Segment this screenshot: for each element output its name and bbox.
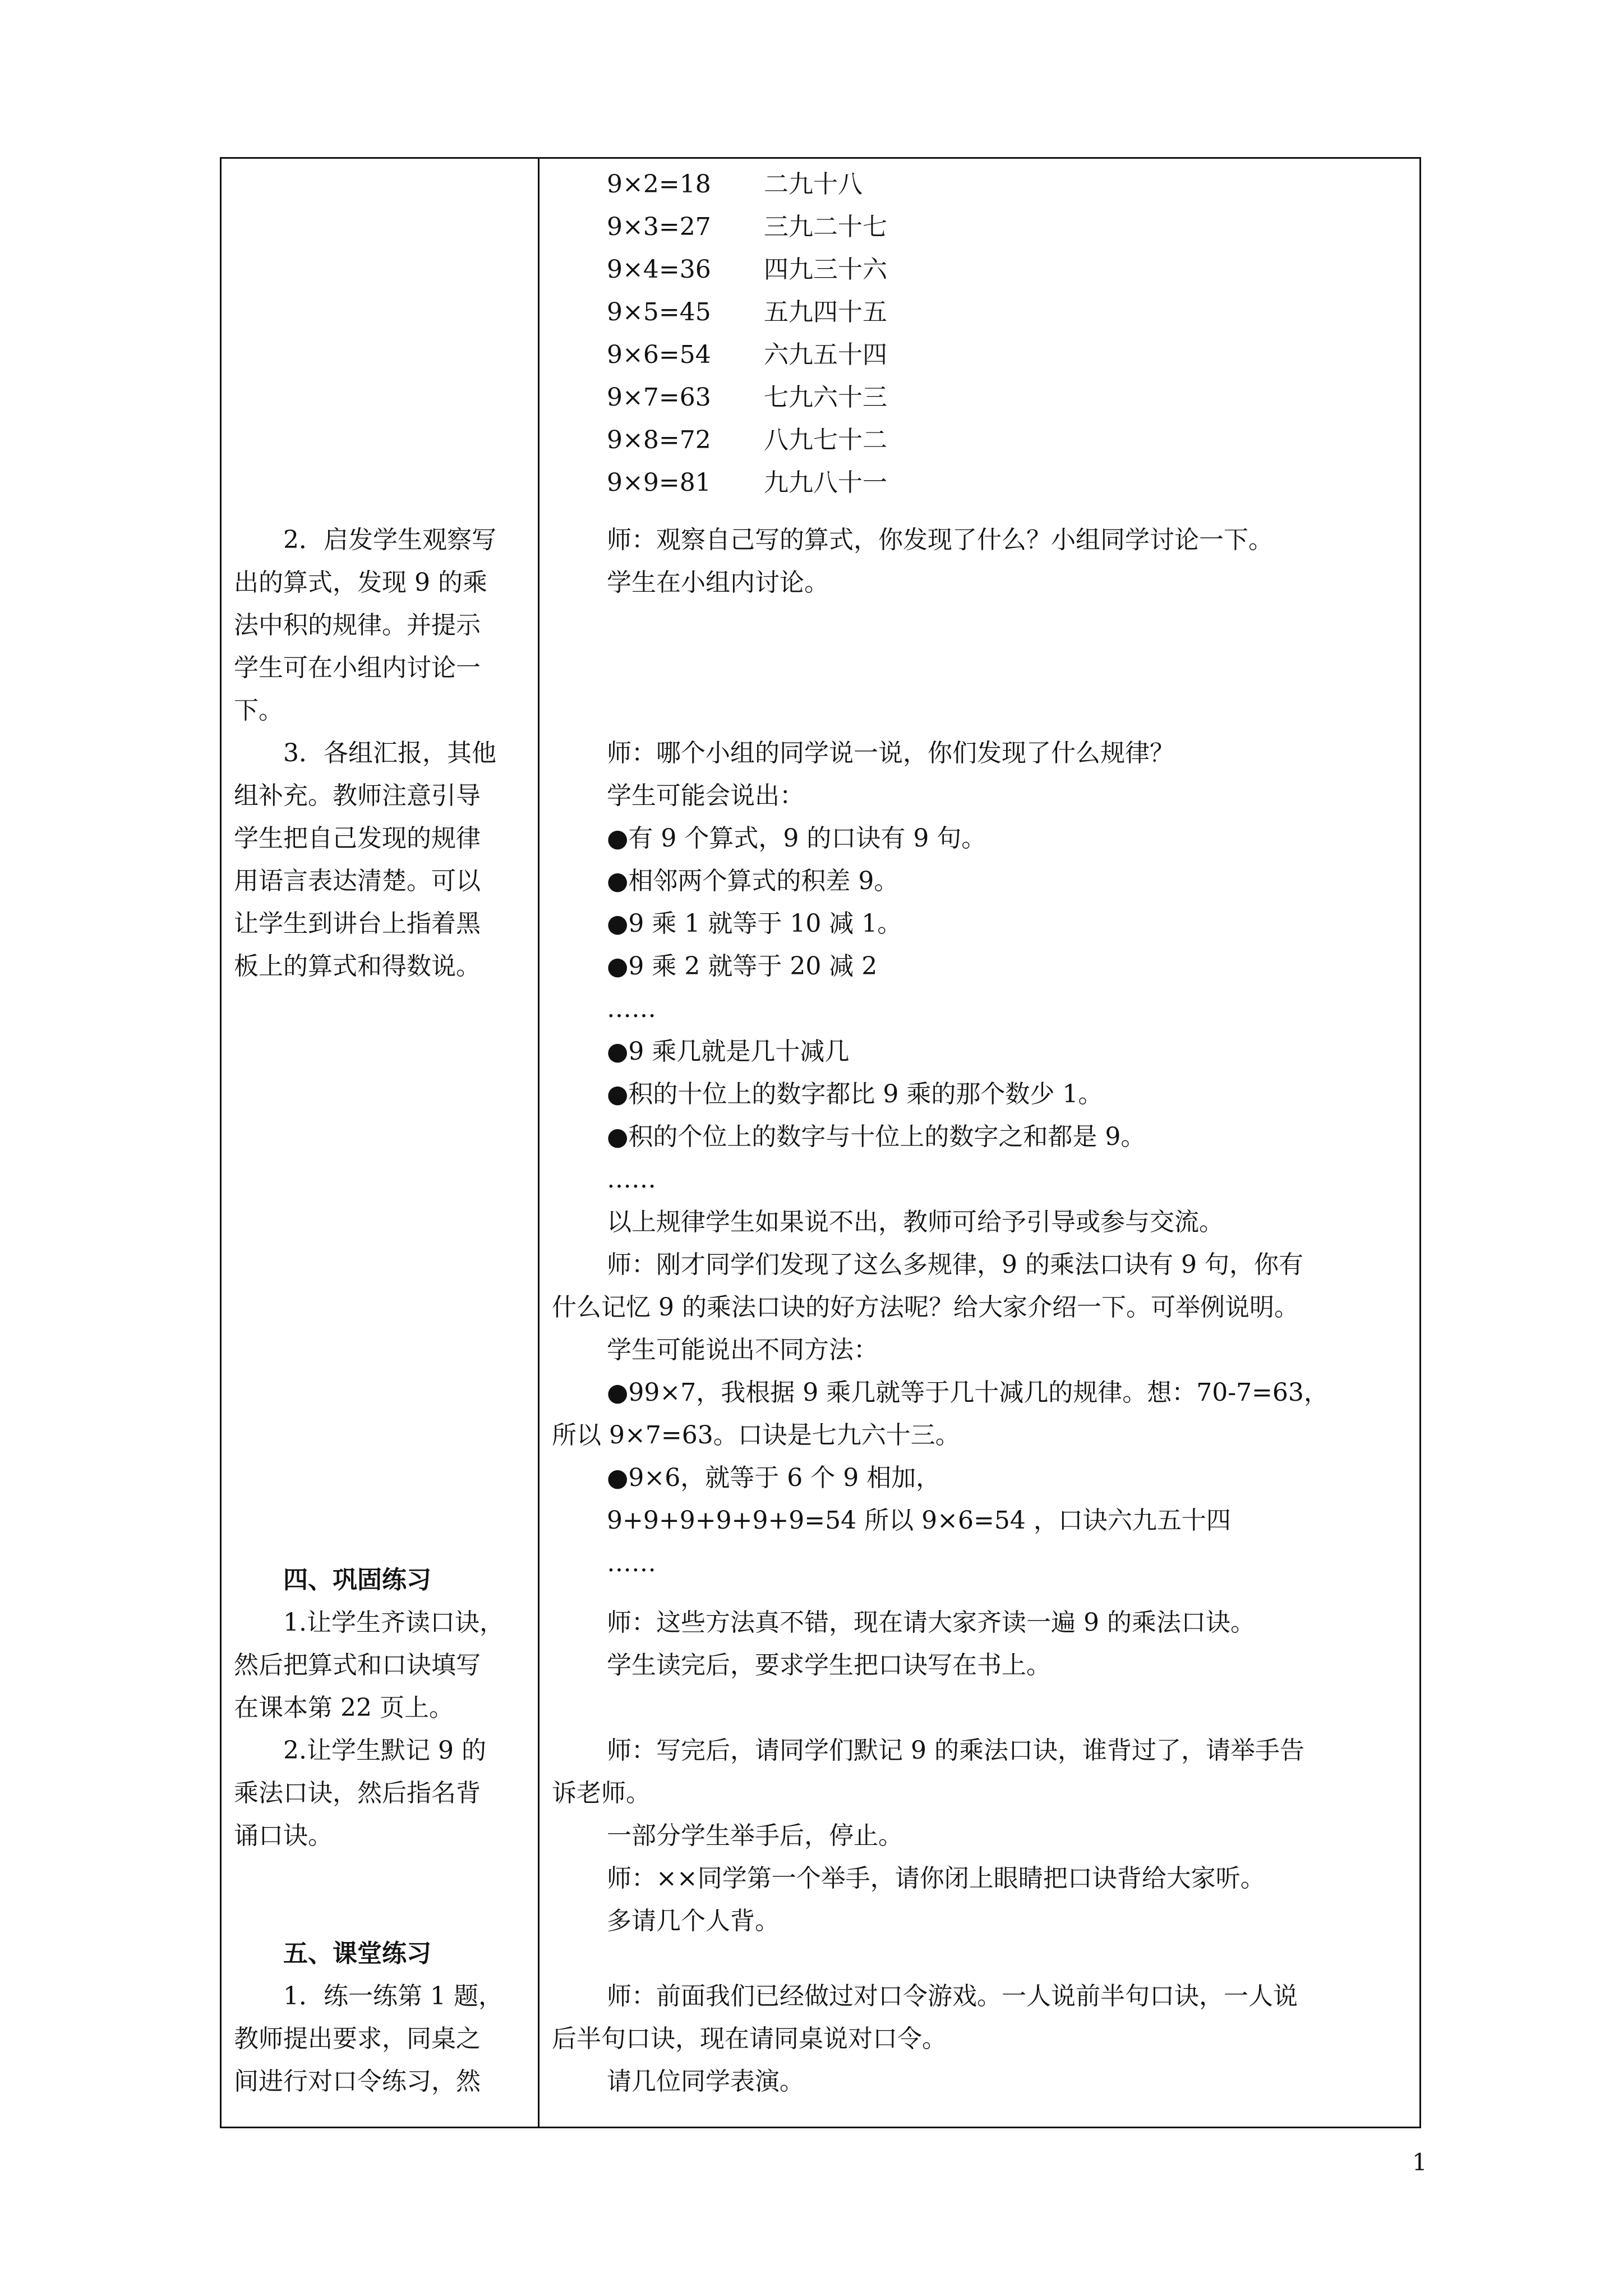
left-line: 组补充。教师注意引导 [234,781,481,810]
page-number: 1 [1412,2148,1427,2176]
rhyme: 四九三十六 [764,255,887,284]
left-line: 出的算式，发现 9 的乘 [234,568,487,597]
rhyme: 六九五十四 [764,341,887,369]
left-line: 2.让学生默记 9 的 [283,1736,486,1765]
right-line: 师：观察自己写的算式，你发现了什么？小组同学讨论一下。 [607,526,1273,554]
left-line: 乘法口诀，然后指名背 [234,1779,481,1807]
equation: 9×8=72 [607,426,711,454]
right-line: 学生可能会说出： [607,781,804,810]
right-line: 请几位同学表演。 [607,2067,804,2096]
right-line: 以上规律学生如果说不出，教师可给予引导或参与交流。 [607,1208,1224,1236]
left-line: 学生可在小组内讨论一 [234,654,481,682]
rhyme: 五九四十五 [764,298,887,326]
ellipsis: …… [607,995,656,1023]
right-line: 9+9+9+9+9+9=54 所以 9×6=54 ，口诀六九五十四 [607,1506,1231,1535]
left-line: 让学生到讲台上指着黑 [234,909,481,938]
right-line: 诉老师。 [552,1779,651,1807]
left-line: 然后把算式和口诀填写 [234,1651,481,1680]
left-line: 诵口诀。 [234,1821,333,1850]
section-heading: 四、巩固练习 [283,1566,431,1594]
bullet-point: ●9×6，就等于 6 个 9 相加， [607,1464,941,1492]
rhyme: 九九八十一 [764,468,887,497]
left-line: 1.让学生齐读口诀， [283,1608,504,1637]
bullet-point: ●有 9 个算式，9 的口诀有 9 句。 [607,824,986,853]
bullet-point: ●积的十位上的数字都比 9 乘的那个数少 1。 [607,1080,1103,1108]
right-line: 后半句口诀，现在请同桌说对口令。 [552,2024,947,2053]
ellipsis: …… [607,1549,656,1577]
rhyme: 八九七十二 [764,426,887,454]
multiplication-row [607,419,887,462]
equation: 9×4=36 [607,255,711,284]
left-line: 法中积的规律。并提示 [234,611,481,639]
right-line: 学生在小组内讨论。 [607,568,829,597]
right-line: 所以 9×7=63。口诀是七九六十三。 [552,1421,960,1450]
left-line: 板上的算式和得数说。 [234,952,481,981]
right-line: 师：××同学第一个举手，请你闭上眼睛把口诀背给大家听。 [607,1864,1265,1893]
left-line: 用语言表达清楚。可以 [234,867,481,895]
equation: 9×5=45 [607,298,711,326]
bullet-point: ●9 乘几就是几十减几 [607,1037,850,1066]
bullet-point: ●9 乘 1 就等于 10 减 1。 [607,909,902,938]
left-line: 2．启发学生观察写 [283,526,496,554]
right-line: 师：写完后，请同学们默记 9 的乘法口诀，谁背过了，请举手告 [607,1736,1304,1765]
bullet-point: ●9 乘 2 就等于 20 减 2 [607,952,878,981]
equation: 9×9=81 [607,468,711,497]
right-line: 学生读完后，要求学生把口诀写在书上。 [607,1651,1051,1680]
right-line: 多请几个人背。 [607,1907,780,1935]
bullet-point: ●相邻两个算式的积差 9。 [607,867,899,895]
right-line: 一部分学生举手后，停止。 [607,1821,903,1850]
rhyme: 二九十八 [764,170,863,199]
bullet-point: ●99×7，我根据 9 乘几就等于几十减几的规律。想：70-7=63， [607,1378,1329,1407]
rhyme: 七九六十三 [764,383,887,412]
teacher-student-activity-column [540,159,1419,2127]
left-line: 间进行对口令练习，然 [234,2067,481,2096]
right-line: 师：刚才同学们发现了这么多规律，9 的乘法口诀有 9 句，你有 [607,1250,1303,1279]
rhyme: 三九二十七 [764,213,887,241]
section-heading: 五、课堂练习 [283,1939,431,1968]
equation: 9×7=63 [607,383,711,412]
multiplication-row [607,249,887,291]
multiplication-row [607,163,863,206]
left-line: 在课本第 22 页上。 [234,1694,454,1722]
right-line: 什么记忆 9 的乘法口诀的好方法呢？给大家介绍一下。可举例说明。 [552,1293,1299,1322]
right-line: 学生可能说出不同方法： [607,1336,878,1364]
multiplication-row [607,206,887,249]
left-line: 下。 [234,696,283,725]
bullet-point: ●积的个位上的数字与十位上的数字之和都是 9。 [607,1122,1146,1151]
left-line: 3．各组汇报，其他 [283,739,496,767]
multiplication-row [607,462,887,504]
equation: 9×6=54 [607,341,711,369]
multiplication-row [607,334,887,376]
teaching-steps-column [222,159,538,2127]
multiplication-row [607,291,887,334]
equation: 9×3=27 [607,213,711,241]
multiplication-row [607,376,887,419]
left-line: 1．练一练第 1 题， [283,1982,503,2010]
ellipsis: …… [607,1165,656,1194]
left-line: 教师提出要求，同桌之 [234,2024,481,2053]
right-line: 师：哪个小组的同学说一说，你们发现了什么规律？ [607,739,1174,767]
equation: 9×2=18 [607,170,711,199]
lesson-plan-table [220,157,1421,2128]
right-line: 师：前面我们已经做过对口令游戏。一人说前半句口诀，一人说 [607,1982,1298,2010]
left-line: 学生把自己发现的规律 [234,824,481,853]
right-line: 师：这些方法真不错，现在请大家齐读一遍 9 的乘法口诀。 [607,1608,1255,1637]
